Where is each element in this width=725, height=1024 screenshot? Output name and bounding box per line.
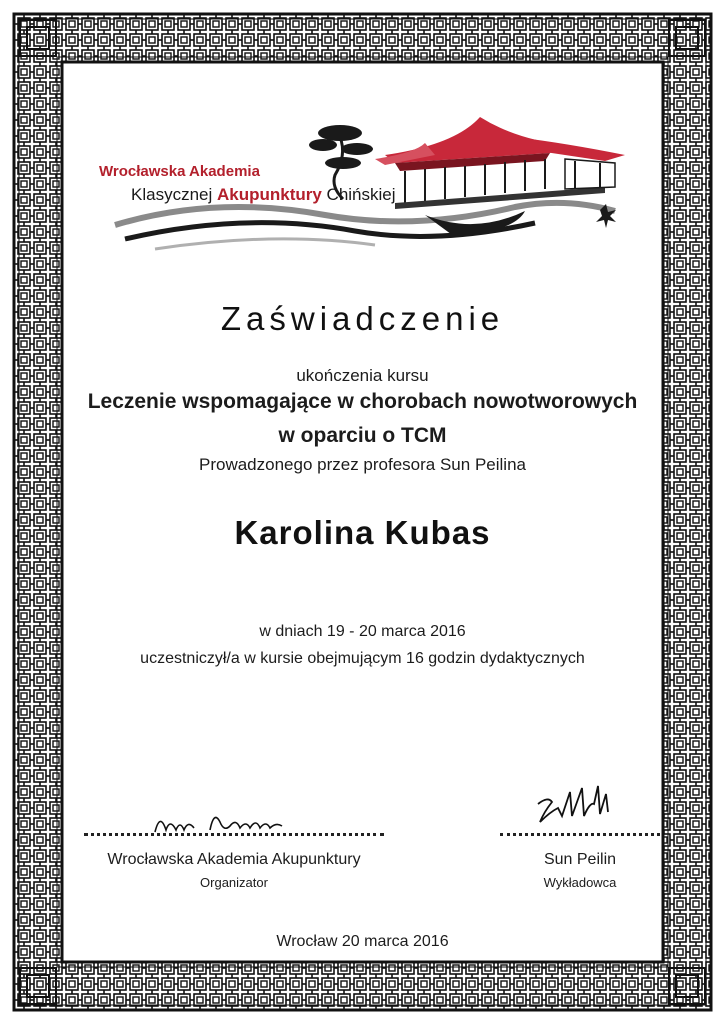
course-hours: uczestniczył/a w kursie obejmującym 16 godzin dydaktycznych <box>140 650 585 667</box>
logo-text-line1: Wrocławska Akademia <box>99 163 260 180</box>
lecturer-signature <box>532 782 632 832</box>
course-dates: w dniach 19 - 20 marca 2016 <box>259 623 466 640</box>
lecturer-signature-line <box>500 833 660 836</box>
logo-text-line2 <box>131 185 396 205</box>
organizer-name: Wrocławska Akademia Akupunktury <box>107 851 361 868</box>
lecturer-name: Sun Peilin <box>543 851 617 868</box>
course-name-line1: Leczenie wspomagające w chorobach nowotworowych <box>87 390 638 413</box>
course-name-line2: w oparciu o TCM <box>278 424 447 447</box>
lecturer-role: Wykładowca <box>543 875 617 890</box>
participant-name: Karolina Kubas <box>234 514 491 551</box>
academy-logo <box>95 115 635 255</box>
organizer-role: Organizator <box>200 875 268 890</box>
place-and-date: Wrocław 20 marca 2016 <box>276 933 449 950</box>
organizer-signature-line <box>84 833 384 836</box>
certificate-title: Zaświadczenie <box>220 300 505 337</box>
instructor-line: Prowadzonego przez profesora Sun Peilina <box>199 455 526 474</box>
logo-text-line2-b: Akupunktury <box>216 185 322 204</box>
logo-text-line2-a: Klasycznej <box>131 185 217 204</box>
certificate-subtitle: ukończenia kursu <box>296 366 429 385</box>
logo-text-line2-c: Chińskiej <box>321 185 396 204</box>
